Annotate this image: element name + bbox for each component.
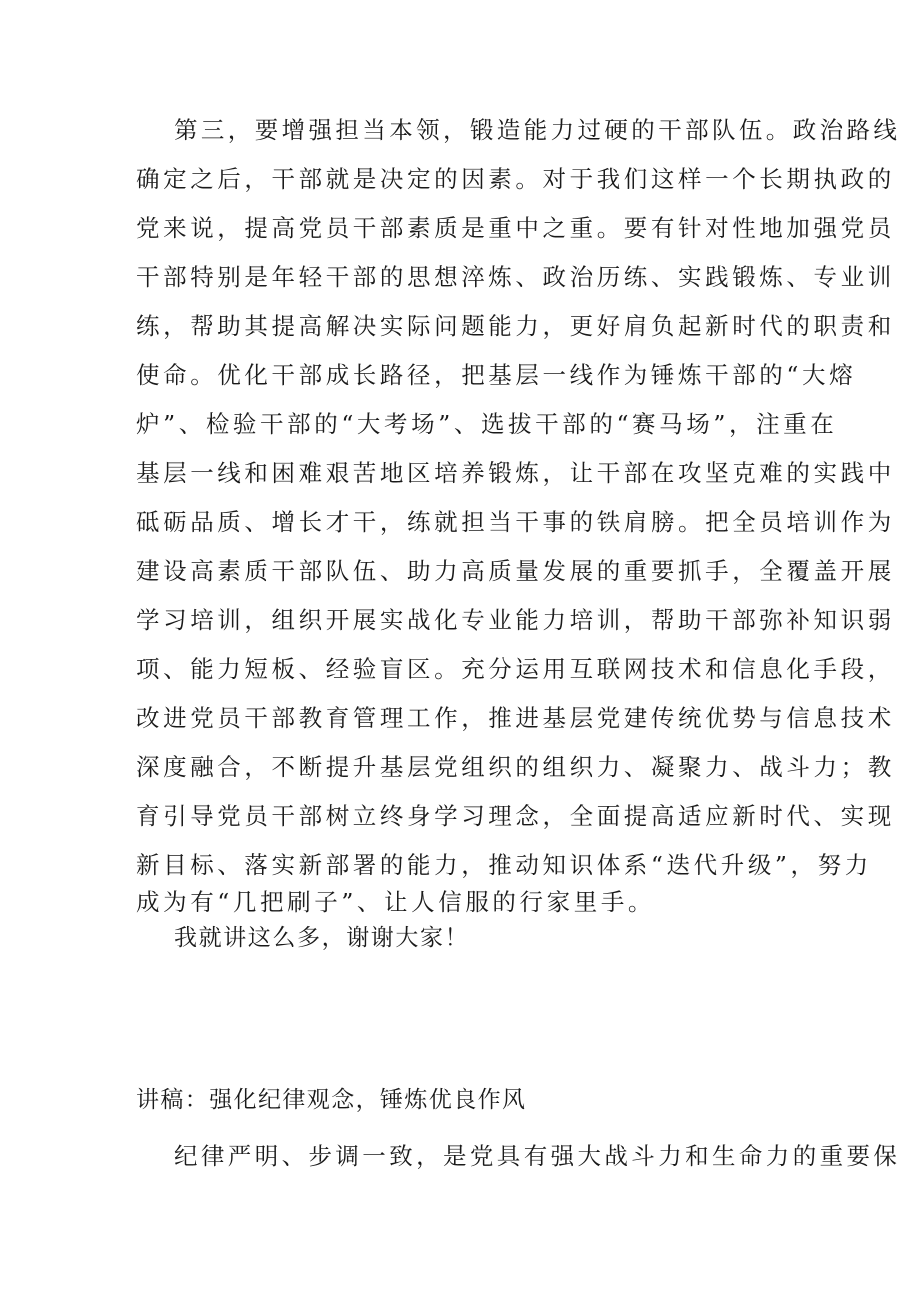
paragraph-1-line-12: 项、能力短板、经验盲区。充分运用互联网技术和信息化手段， [136, 655, 895, 683]
paragraph-1-line-15: 育引导党员干部树立终身学习理念，全面提高适应新时代、实现 [136, 802, 895, 830]
paragraph-1-line-3: 党来说，提高党员干部素质是重中之重。要有针对性地加强党员 [136, 214, 895, 242]
paragraph-1-line-2: 确定之后，干部就是决定的因素。对于我们这样一个长期执政的 [136, 165, 895, 193]
paragraph-1-line-10: 建设高素质干部队伍、助力高质量发展的重要抓手，全覆盖开展 [136, 557, 895, 585]
paragraph-1-line-17: 成为有“几把刷子”、让人信服的行家里手。 [136, 888, 656, 916]
paragraph-2-line-1: 纪律严明、步调一致，是党具有强大战斗力和生命力的重要保 [174, 1142, 901, 1170]
paragraph-1-line-13: 改进党员干部教育管理工作，推进基层党建传统优势与信息技术 [136, 704, 895, 732]
closing-remark: 我就讲这么多，谢谢大家！ [174, 925, 470, 951]
paragraph-1-line-8: 基层一线和困难艰苦地区培养锻炼，让干部在攻坚克难的实践中 [136, 459, 895, 487]
paragraph-1-line-16: 新目标、落实新部署的能力，推动知识体系“迭代升级”，努力 [136, 851, 872, 879]
paragraph-1-line-11: 学习培训，组织开展实战化专业能力培训，帮助干部弥补知识弱 [136, 606, 895, 634]
paragraph-1-line-5: 练，帮助其提高解决实际问题能力，更好肩负起新时代的职责和 [136, 312, 895, 340]
paragraph-1-line-1: 第三，要增强担当本领，锻造能力过硬的干部队伍。政治路线 [174, 116, 901, 144]
paragraph-1-line-6: 使命。优化干部成长路径，把基层一线作为锤炼干部的“大熔 [136, 361, 857, 389]
paragraph-1-line-4: 干部特别是年轻干部的思想淬炼、政治历练、实践锻炼、专业训 [136, 263, 895, 291]
paragraph-1-line-7: 炉”、检验干部的“大考场”、选拔干部的“赛马场”，注重在 [136, 410, 838, 438]
paragraph-1-line-9: 砥砺品质、增长才干，练就担当干事的铁肩膀。把全员培训作为 [136, 508, 895, 536]
section-title: 讲稿：强化纪律观念，锤炼优良作风 [136, 1087, 527, 1113]
paragraph-1-line-14: 深度融合，不断提升基层党组织的组织力、凝聚力、战斗力；教 [136, 753, 895, 781]
